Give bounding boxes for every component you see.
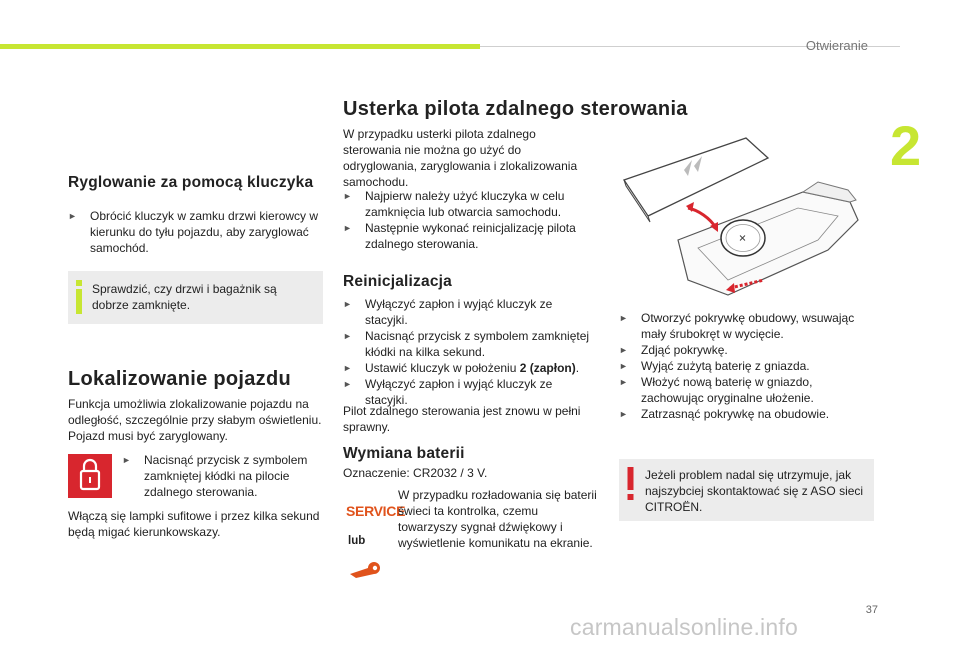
bullet-marker: ► bbox=[343, 191, 352, 201]
list-item: ► Nacisnąć przycisk z symbolem zamkniętej kłódki na pilocie zdalnego sterowania. bbox=[122, 453, 308, 499]
lokalizowanie-note: Włączą się lampki sufitowe i przez kilka sekund będą migać kierunkowskazy. bbox=[68, 509, 320, 539]
page-number: 37 bbox=[865, 604, 878, 616]
list-item: ► Otworzyć pokrywkę obudowy, wsuwając mały śrubokręt w wycięcie. bbox=[619, 311, 855, 341]
accent-bar bbox=[0, 44, 480, 49]
lock-button-icon bbox=[68, 454, 112, 498]
lokalizowanie-intro: Funkcja umożliwia zlokalizowanie pojazdu na odległość, szczególnie przy słabym oświetleniu. Pojazd musi być zaryglowany. bbox=[68, 397, 322, 443]
bullet-marker: ► bbox=[619, 377, 628, 387]
heading-lokalizowanie: Lokalizowanie pojazdu bbox=[68, 368, 291, 390]
wrench-icon bbox=[348, 562, 384, 578]
section-title: Otwieranie bbox=[805, 38, 868, 53]
exclamation-icon bbox=[627, 467, 634, 501]
bullet-marker: ► bbox=[122, 455, 131, 465]
reinicjalizacja-note: Pilot zdalnego sterowania jest znowu w pełni sprawny. bbox=[343, 404, 581, 434]
heading-ryglowanie: Ryglowanie za pomocą kluczyka bbox=[68, 174, 314, 191]
list-item: ► Wyłączyć zapłon i wyjąć kluczyk ze stacyjki. bbox=[343, 297, 553, 327]
bullet-marker: ► bbox=[343, 299, 352, 309]
list-item: ► Obrócić kluczyk w zamku drzwi kierowcy w kierunku do tyłu pojazdu, aby zaryglować samochód. bbox=[68, 209, 319, 255]
list-item: ► Włożyć nową baterię w gniazdo, zachowując oryginalne ułożenie. bbox=[619, 375, 814, 405]
bullet-marker: ► bbox=[619, 409, 628, 419]
list-item: ► Zdjąć pokrywkę. bbox=[619, 343, 728, 357]
list-item: ► Ustawić kluczyk w położeniu 2 (zapłon). bbox=[343, 361, 580, 375]
list-item: ► Wyłączyć zapłon i wyjąć kluczyk ze stacyjki. bbox=[343, 377, 553, 407]
bullet-marker: ► bbox=[343, 223, 352, 233]
list-ryglowanie bbox=[68, 208, 326, 256]
chapter-number: 2 bbox=[890, 114, 922, 177]
info-box bbox=[68, 271, 323, 324]
bullet-marker: ► bbox=[343, 379, 352, 389]
key-battery-illustration bbox=[618, 130, 873, 300]
bullet-marker: ► bbox=[619, 345, 628, 355]
list-usterka bbox=[343, 188, 588, 252]
list-battery-steps bbox=[619, 310, 874, 422]
or-label: lub bbox=[348, 535, 366, 547]
heading-usterka: Usterka pilota zdalnego sterowania bbox=[343, 98, 688, 120]
warning-text: Jeżeli problem nadal się utrzymuje, jak najszybciej skontaktować się z ASO sieci CITROËN. bbox=[645, 468, 864, 514]
battery-warning-text: W przypadku rozładowania się baterii świeci ta kontrolka, czemu towarzyszy sygnał dźwiękowy i wyświetlenie komunikatu na ekranie. bbox=[398, 488, 597, 550]
bullet-marker: ► bbox=[619, 361, 628, 371]
list-item: ► Wyjąć zużytą baterię z gniazda. bbox=[619, 359, 810, 373]
usterka-intro: W przypadku usterki pilota zdalnego sterowania nie można go użyć do odryglowania, zaryglowania i zlokalizowania samochodu. bbox=[343, 127, 578, 189]
battery-designation: Oznaczenie: CR2032 / 3 V. bbox=[343, 466, 488, 480]
list-item: ► Zatrzasnąć pokrywkę na obudowie. bbox=[619, 407, 830, 421]
bullet-marker: ► bbox=[68, 211, 77, 221]
list-lokalizowanie bbox=[122, 452, 327, 500]
warning-box bbox=[619, 459, 874, 521]
heading-reinicjalizacja: Reinicjalizacja bbox=[343, 273, 452, 290]
heading-wymiana: Wymiana baterii bbox=[343, 445, 465, 462]
info-text: Sprawdzić, czy drzwi i bagażnik są dobrze zamknięte. bbox=[92, 282, 277, 312]
list-item: ► Nacisnąć przycisk z symbolem zamkniętej kłódki na kilka sekund. bbox=[343, 329, 590, 359]
service-warning-icon: SERVICE bbox=[346, 503, 406, 519]
list-item: ► Następnie wykonać reinicjalizację pilota zdalnego sterowania. bbox=[343, 221, 576, 251]
watermark: carmanualsonline.info bbox=[570, 614, 798, 640]
bullet-marker: ► bbox=[343, 331, 352, 341]
info-icon bbox=[76, 280, 82, 314]
list-reinicjalizacja bbox=[343, 296, 598, 408]
bullet-marker: ► bbox=[343, 363, 352, 373]
list-item: ► Najpierw należy użyć kluczyka w celu zamknięcia lub otwarcia samochodu. bbox=[343, 189, 565, 219]
bullet-marker: ► bbox=[619, 313, 628, 323]
